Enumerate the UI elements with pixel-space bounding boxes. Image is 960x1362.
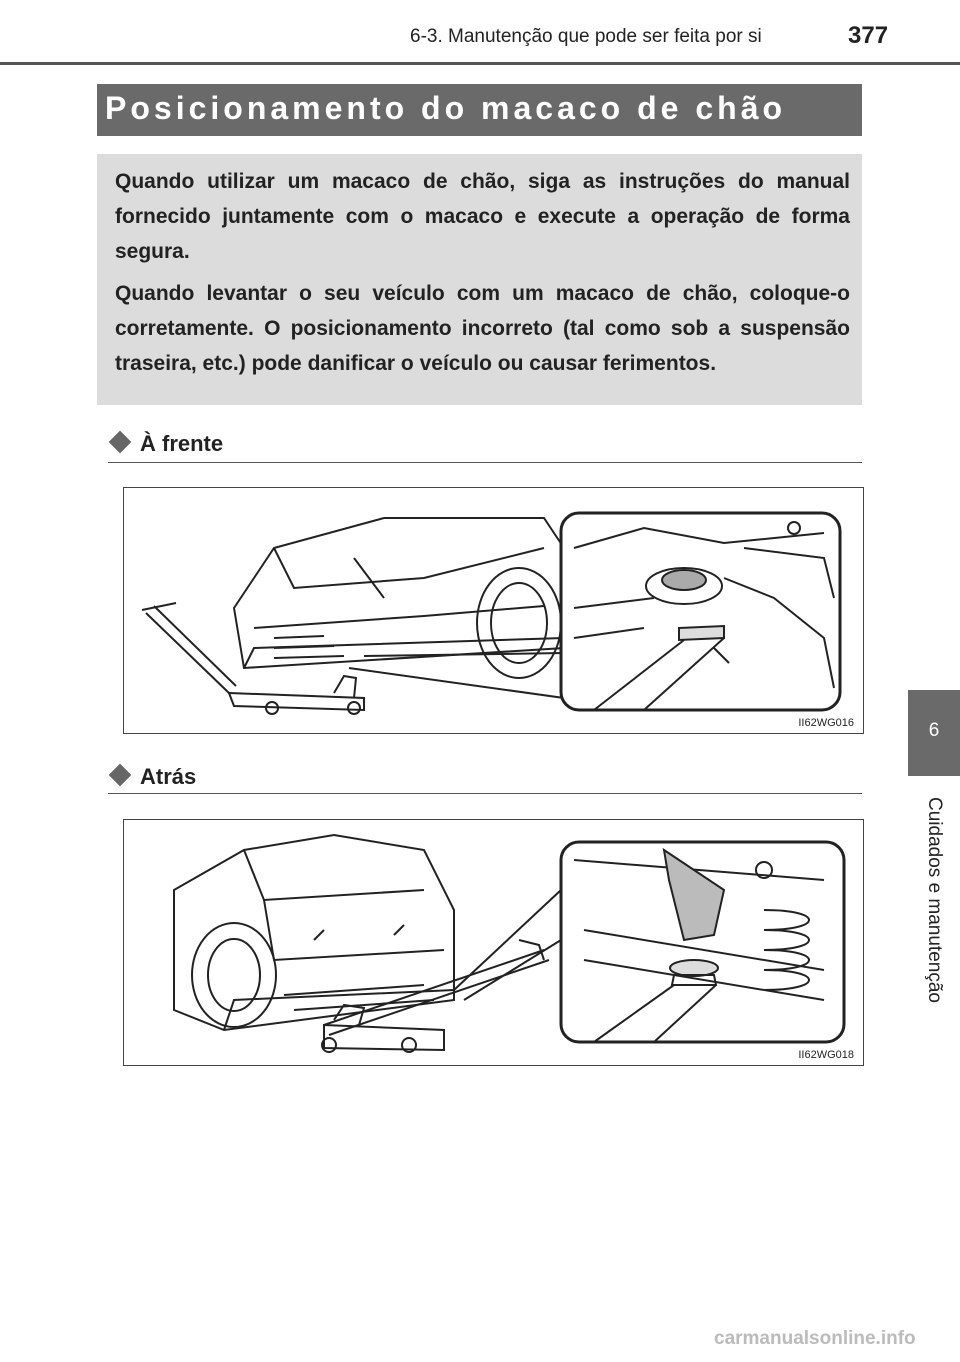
watermark: carmanualsonline.info — [714, 1328, 916, 1349]
front-jack-illustration — [123, 487, 864, 734]
chapter-label: Cuidados e manutenção — [924, 797, 945, 1003]
header-section-title: 6-3. Manutenção que pode ser feita por si — [410, 26, 762, 47]
intro-paragraph-1: Quando utilizar um macaco de chão, siga as instruções do manual fornecido juntamente com o macaco e execute a operação de forma segura. — [115, 170, 850, 263]
section-divider — [108, 793, 862, 794]
rear-jack-illustration — [123, 819, 864, 1066]
intro-box — [97, 154, 862, 405]
figure-code-front: II62WG016 — [798, 717, 854, 729]
diamond-bullet-icon — [109, 431, 132, 454]
section-divider — [108, 462, 862, 463]
header-divider — [0, 62, 960, 65]
page-title: Posicionamento do macaco de chão — [105, 90, 787, 126]
title-bar — [97, 84, 862, 136]
page-number: 377 — [848, 22, 889, 49]
diamond-bullet-icon — [109, 764, 132, 787]
rear-car-jack-drawing — [124, 820, 863, 1065]
figure-code-rear: II62WG018 — [798, 1049, 854, 1061]
front-car-jack-drawing — [124, 488, 863, 733]
chapter-number: 6 — [928, 720, 940, 741]
section-heading-rear: Atrás — [140, 764, 197, 789]
section-heading-front: À frente — [140, 431, 224, 456]
chapter-tab[interactable] — [908, 690, 960, 776]
intro-paragraph-2: Quando levantar o seu veículo com um macaco de chão, coloque-o corretamente. O posicionamento incorreto (tal como sob a suspensão traseira, etc.) pode danificar o veículo ou causar ferimentos. — [115, 282, 850, 375]
